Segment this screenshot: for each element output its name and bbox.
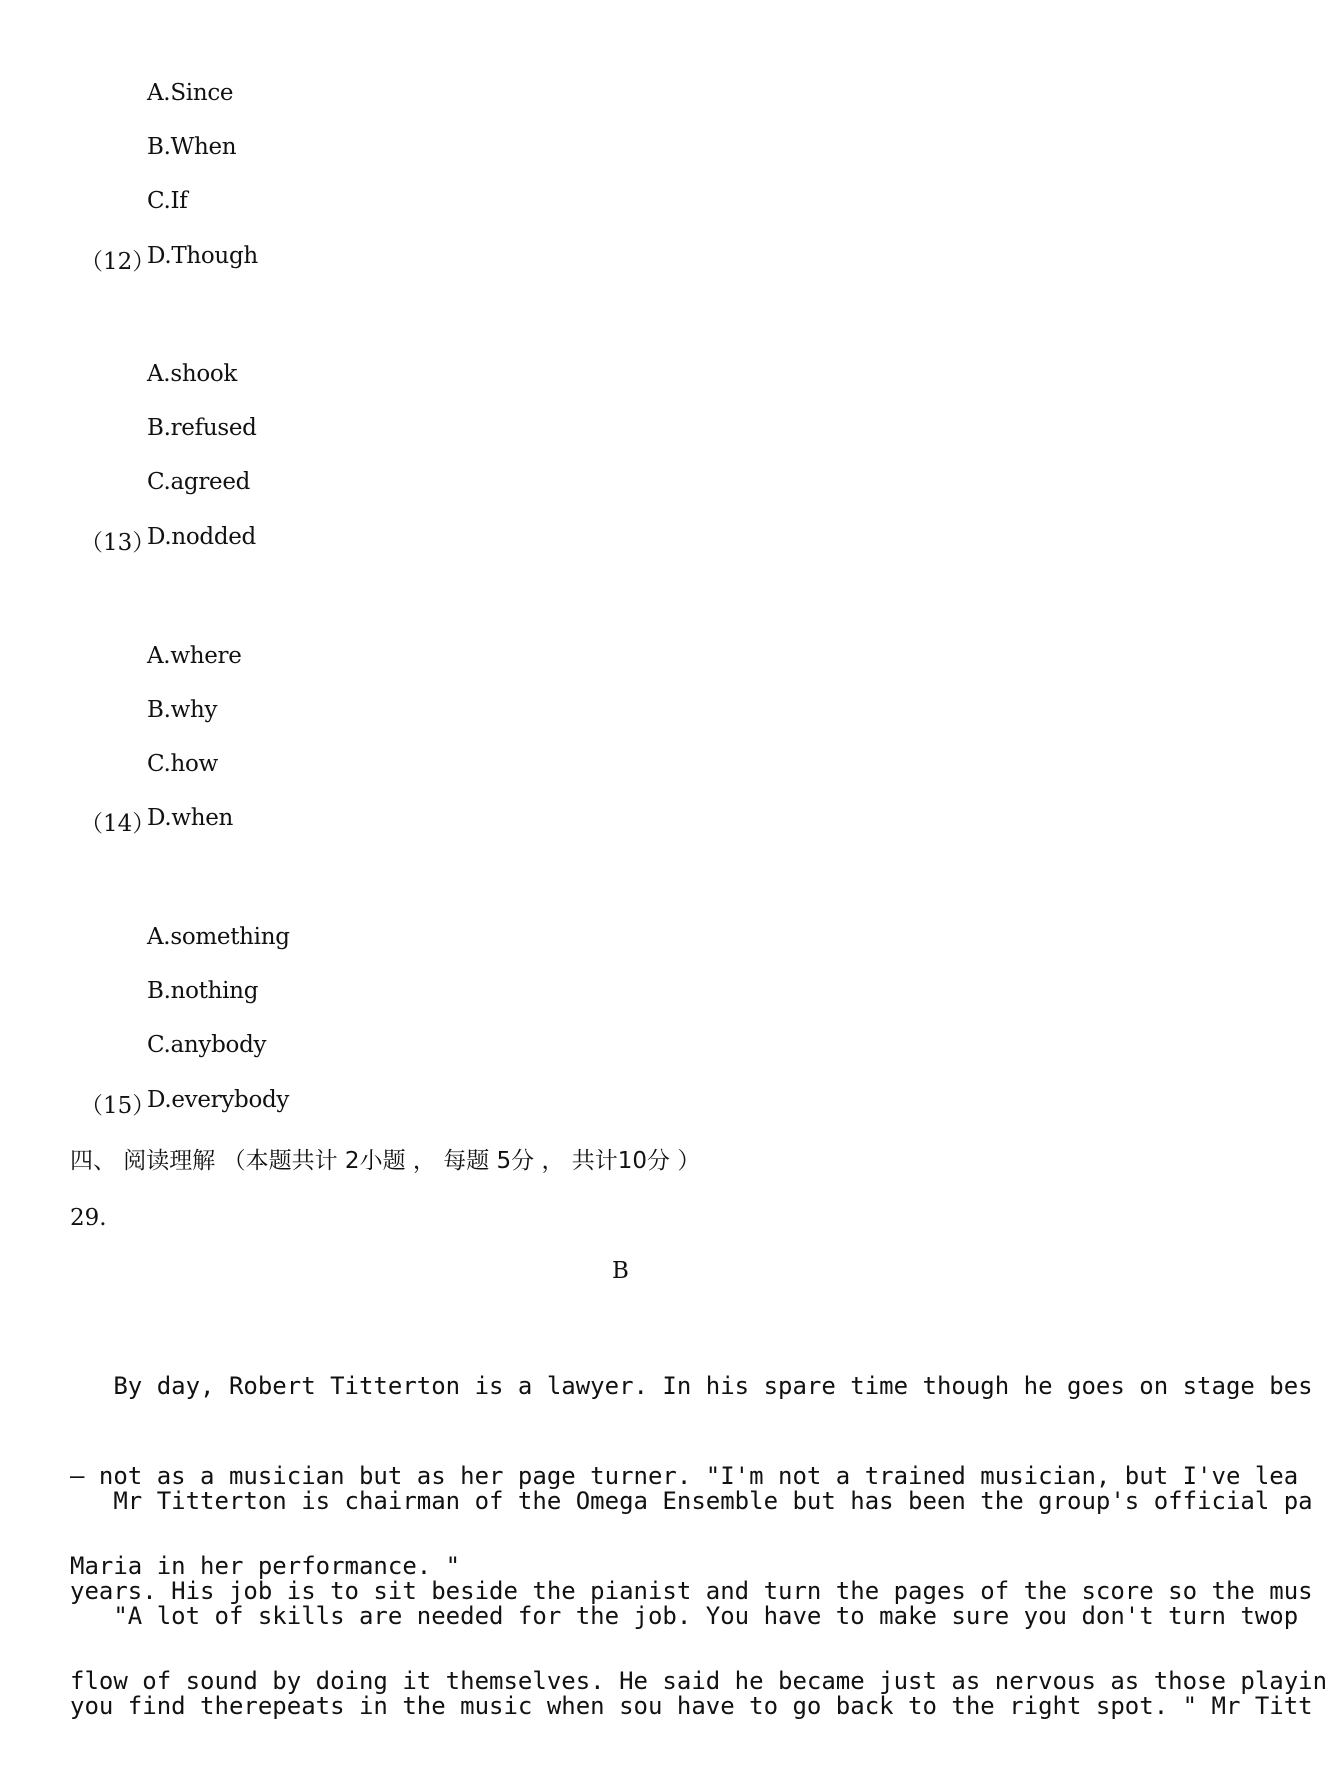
option-b[interactable]: B.why — [147, 697, 218, 723]
question-number: （14） — [80, 811, 156, 837]
option-c[interactable]: C.how — [147, 751, 218, 777]
text-line: years. His job is to sit beside the pianist and turn the pages of the score so the mus — [70, 1577, 1313, 1605]
text-line: you find therepeats in the music when sou have to go back to the right spot. " Mr Titt — [70, 1692, 1313, 1720]
question-number: （15） — [80, 1093, 156, 1119]
option-b[interactable]: B.When — [147, 134, 237, 160]
text-line: By day, Robert Titterton is a lawyer. In his spare time though he goes on stage bes — [70, 1372, 1313, 1400]
passage-paragraph — [70, 1541, 1327, 1781]
option-d[interactable]: D.everybody — [147, 1087, 290, 1113]
text-line: "A lot of skills are needed for the job. You have to make sure you don't turn twop — [70, 1602, 1299, 1630]
passage-label: B — [612, 1258, 629, 1284]
option-b[interactable]: B.nothing — [147, 978, 259, 1004]
option-a[interactable]: A.where — [147, 643, 242, 669]
option-a[interactable]: A.shook — [147, 361, 238, 387]
text-line: Maria in her performance. " — [70, 1552, 461, 1580]
question-number: （12） — [80, 249, 156, 275]
option-d[interactable]: D.Though — [147, 243, 258, 269]
option-d[interactable]: D.when — [147, 805, 234, 831]
option-a[interactable]: A.Since — [147, 80, 234, 106]
text-line: flow of sound by doing it themselves. He said he became just as nervous as those playin — [70, 1667, 1327, 1695]
option-d[interactable]: D.nodded — [147, 524, 256, 550]
option-c[interactable]: C.anybody — [147, 1032, 267, 1058]
question-number: （13） — [80, 530, 156, 556]
option-c[interactable]: C.If — [147, 188, 188, 214]
question-label: 29. — [70, 1205, 107, 1231]
text-line: Mr Titterton is chairman of the Omega Ensemble but has been the group's official pa — [70, 1487, 1313, 1515]
option-c[interactable]: C.agreed — [147, 469, 251, 495]
option-a[interactable]: A.something — [147, 924, 290, 950]
section-title: 四、 阅读理解 （本题共计 2小题 ， 每题 5分 ， 共计10分 ） — [70, 1148, 701, 1174]
option-b[interactable]: B.refused — [147, 415, 257, 441]
text-line: — not as a musician but as her page turner. "I'm not a trained musician, but I've lea — [70, 1462, 1299, 1490]
